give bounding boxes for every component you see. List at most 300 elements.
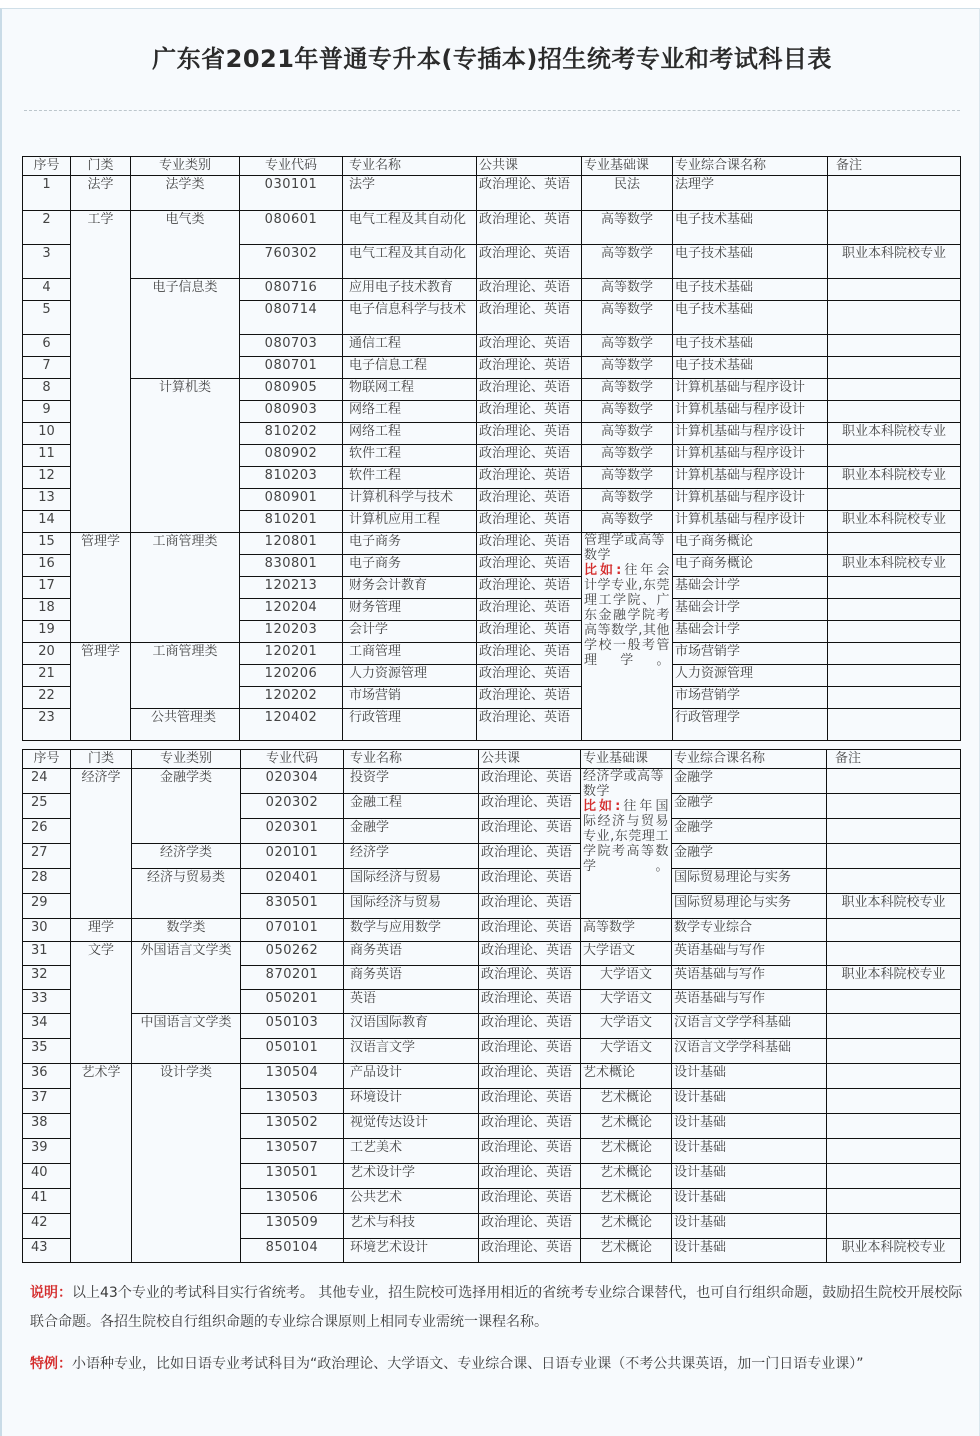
page-container — [0, 8, 980, 1436]
comprehensive-course: 电子商务概论 — [673, 533, 828, 555]
header-category: 门类 — [71, 750, 132, 769]
major-code: 020401 — [241, 869, 344, 894]
remark: 职业本科院校专业 — [828, 555, 961, 577]
public-course: 政治理论、英语 — [479, 990, 581, 1014]
row-number: 27 — [23, 844, 71, 869]
major-name: 电气工程及其自动化 — [343, 211, 477, 245]
public-course: 政治理论、英语 — [477, 211, 582, 245]
basic-course: 大学语文 — [581, 1014, 672, 1039]
basic-course-example — [584, 563, 670, 668]
major-code: 130507 — [241, 1139, 344, 1164]
row-number: 12 — [23, 467, 71, 489]
category-cell: 理学 — [71, 919, 132, 942]
remark — [827, 844, 961, 869]
major-code: 830501 — [241, 894, 344, 919]
row-number: 35 — [23, 1039, 71, 1064]
remark — [827, 1014, 961, 1039]
major-name: 计算机科学与技术 — [343, 489, 477, 511]
major-class-cell: 电子信息类 — [131, 279, 240, 379]
public-course: 政治理论、英语 — [477, 423, 582, 445]
subjects-table-2 — [22, 749, 961, 1263]
category-cell: 工学 — [71, 211, 131, 533]
remark — [828, 379, 961, 401]
header-name: 专业名称 — [343, 157, 477, 176]
basic-course: 艺术概论 — [581, 1139, 672, 1164]
major-code: 120213 — [240, 577, 343, 599]
row-number: 8 — [23, 379, 71, 401]
basic-course: 艺术概论 — [581, 1214, 672, 1239]
header-class: 专业类别 — [132, 750, 241, 769]
major-code: 050201 — [241, 990, 344, 1014]
major-name: 国际经济与贸易 — [344, 869, 479, 894]
basic-course: 大学语文 — [581, 942, 672, 966]
major-code: 130504 — [241, 1064, 344, 1089]
comprehensive-course: 计算机基础与程序设计 — [673, 445, 828, 467]
remark — [827, 1214, 961, 1239]
basic-course: 高等数学 — [582, 489, 673, 511]
comprehensive-course: 国际贸易理论与实务 — [672, 869, 827, 894]
major-name: 汉语言文学 — [344, 1039, 479, 1064]
major-name: 软件工程 — [343, 445, 477, 467]
major-code: 130502 — [241, 1114, 344, 1139]
table-header-row — [23, 157, 961, 176]
major-code: 810203 — [240, 467, 343, 489]
major-code: 080905 — [240, 379, 343, 401]
basic-course: 大学语文 — [581, 990, 672, 1014]
row-number: 7 — [23, 357, 71, 379]
remark — [828, 687, 961, 709]
major-name: 电子商务 — [343, 555, 477, 577]
remark — [827, 1114, 961, 1139]
major-name: 通信工程 — [343, 335, 477, 357]
basic-course: 艺术概论 — [581, 1189, 672, 1214]
comprehensive-course: 汉语言文学学科基础 — [672, 1039, 827, 1064]
major-name: 产品设计 — [344, 1064, 479, 1089]
row-number: 31 — [23, 942, 71, 966]
public-course: 政治理论、英语 — [479, 942, 581, 966]
public-course: 政治理论、英语 — [477, 467, 582, 489]
row-number: 11 — [23, 445, 71, 467]
basic-course: 高等数学 — [581, 919, 672, 942]
basic-course: 高等数学 — [582, 445, 673, 467]
row-number: 37 — [23, 1089, 71, 1114]
comprehensive-course: 设计基础 — [672, 1189, 827, 1214]
major-code: 810201 — [240, 511, 343, 533]
major-name: 网络工程 — [343, 401, 477, 423]
remark — [828, 533, 961, 555]
major-name: 金融学 — [344, 819, 479, 844]
row-number: 28 — [23, 869, 71, 894]
major-code: 050101 — [241, 1039, 344, 1064]
header-name: 专业名称 — [344, 750, 479, 769]
basic-course: 大学语文 — [581, 966, 672, 990]
major-code: 050103 — [241, 1014, 344, 1039]
remark — [827, 794, 961, 819]
major-class-cell: 金融学类 — [132, 769, 241, 844]
comprehensive-course: 电子商务概论 — [673, 555, 828, 577]
remark — [828, 599, 961, 621]
major-name: 环境艺术设计 — [344, 1239, 479, 1263]
row-number: 4 — [23, 279, 71, 301]
example-text: 往年会计学专业,东莞理工学院、广东金融学院考高等数学,其他学校一般考管理学。 — [584, 563, 670, 668]
public-course: 政治理论、英语 — [479, 1239, 581, 1263]
comprehensive-course: 基础会计学 — [673, 621, 828, 643]
major-name: 财务管理 — [343, 599, 477, 621]
example-label: 比如: — [583, 799, 621, 814]
major-class-cell: 外国语言文学类 — [132, 942, 241, 1014]
header-comprehensive: 专业综合课名称 — [672, 750, 827, 769]
major-name: 汉语国际教育 — [344, 1014, 479, 1039]
comprehensive-course: 计算机基础与程序设计 — [673, 423, 828, 445]
basic-course: 高等数学 — [582, 301, 673, 335]
major-name: 投资学 — [344, 769, 479, 794]
basic-course: 大学语文 — [581, 1039, 672, 1064]
major-code: 850104 — [241, 1239, 344, 1263]
remark — [828, 665, 961, 687]
major-class-cell: 设计学类 — [132, 1064, 241, 1263]
basic-course: 高等数学 — [582, 379, 673, 401]
major-name: 电气工程及其自动化 — [343, 245, 477, 279]
remark — [827, 990, 961, 1014]
public-course: 政治理论、英语 — [477, 445, 582, 467]
major-code: 120201 — [240, 643, 343, 665]
row-number: 22 — [23, 687, 71, 709]
comprehensive-course: 计算机基础与程序设计 — [673, 511, 828, 533]
header-no: 序号 — [23, 157, 71, 176]
row-number: 2 — [23, 211, 71, 245]
table-row — [23, 1064, 961, 1089]
comprehensive-course: 计算机基础与程序设计 — [673, 489, 828, 511]
basic-course: 高等数学 — [582, 423, 673, 445]
public-course: 政治理论、英语 — [477, 665, 582, 687]
row-number: 30 — [23, 919, 71, 942]
major-code: 130503 — [241, 1089, 344, 1114]
major-name: 经济学 — [344, 844, 479, 869]
comprehensive-course: 数学专业综合 — [672, 919, 827, 942]
major-name: 人力资源管理 — [343, 665, 477, 687]
public-course: 政治理论、英语 — [477, 245, 582, 279]
basic-course: 高等数学 — [582, 245, 673, 279]
major-code: 120202 — [240, 687, 343, 709]
public-course: 政治理论、英语 — [479, 1189, 581, 1214]
remark — [827, 1189, 961, 1214]
subjects-table-1 — [22, 156, 961, 741]
public-course: 政治理论、英语 — [477, 621, 582, 643]
public-course: 政治理论、英语 — [477, 511, 582, 533]
header-remark: 备注 — [828, 157, 961, 176]
major-name: 商务英语 — [344, 942, 479, 966]
header-comprehensive: 专业综合课名称 — [673, 157, 828, 176]
comprehensive-course: 设计基础 — [672, 1089, 827, 1114]
comprehensive-course: 金融学 — [672, 844, 827, 869]
major-name: 软件工程 — [343, 467, 477, 489]
major-code: 020301 — [241, 819, 344, 844]
public-course: 政治理论、英语 — [479, 794, 581, 819]
public-course: 政治理论、英语 — [477, 555, 582, 577]
remark — [828, 211, 961, 245]
remark — [828, 577, 961, 599]
major-name: 艺术设计学 — [344, 1164, 479, 1189]
public-course: 政治理论、英语 — [477, 643, 582, 665]
major-name: 财务会计教育 — [343, 577, 477, 599]
major-code: 050262 — [241, 942, 344, 966]
row-number: 32 — [23, 966, 71, 990]
header-code: 专业代码 — [240, 157, 343, 176]
comprehensive-course: 行政管理学 — [673, 709, 828, 741]
explanation-label: 说明： — [30, 1285, 72, 1301]
comprehensive-course: 法理学 — [673, 176, 828, 211]
basic-course: 艺术概论 — [581, 1239, 672, 1263]
row-number: 19 — [23, 621, 71, 643]
basic-course: 高等数学 — [582, 211, 673, 245]
header-class: 专业类别 — [131, 157, 240, 176]
major-class-cell: 工商管理类 — [131, 533, 240, 643]
public-course: 政治理论、英语 — [477, 709, 582, 741]
remark: 职业本科院校专业 — [828, 245, 961, 279]
header-code: 专业代码 — [241, 750, 344, 769]
major-class-cell: 经济学类 — [132, 844, 241, 869]
comprehensive-course: 国际贸易理论与实务 — [672, 894, 827, 919]
major-name: 公共艺术 — [344, 1189, 479, 1214]
public-course: 政治理论、英语 — [479, 894, 581, 919]
row-number: 41 — [23, 1189, 71, 1214]
major-code: 080901 — [240, 489, 343, 511]
comprehensive-course: 电子技术基础 — [673, 279, 828, 301]
remark — [828, 445, 961, 467]
remark — [828, 357, 961, 379]
major-name: 英语 — [344, 990, 479, 1014]
category-cell: 法学 — [71, 176, 131, 211]
row-number: 5 — [23, 301, 71, 335]
row-number: 36 — [23, 1064, 71, 1089]
major-class-cell: 法学类 — [131, 176, 240, 211]
row-number: 20 — [23, 643, 71, 665]
major-code: 870201 — [241, 966, 344, 990]
remark: 职业本科院校专业 — [827, 966, 961, 990]
public-course: 政治理论、英语 — [477, 687, 582, 709]
major-name: 商务英语 — [344, 966, 479, 990]
major-name: 法学 — [343, 176, 477, 211]
row-number: 42 — [23, 1214, 71, 1239]
row-number: 40 — [23, 1164, 71, 1189]
comprehensive-course: 电子技术基础 — [673, 245, 828, 279]
row-number: 9 — [23, 401, 71, 423]
major-code: 030101 — [240, 176, 343, 211]
basic-course-main: 经济学或高等数学 — [583, 769, 665, 799]
public-course: 政治理论、英语 — [477, 279, 582, 301]
row-number: 34 — [23, 1014, 71, 1039]
row-number: 38 — [23, 1114, 71, 1139]
public-course: 政治理论、英语 — [479, 966, 581, 990]
public-course: 政治理论、英语 — [479, 1039, 581, 1064]
major-code: 080716 — [240, 279, 343, 301]
remark — [828, 301, 961, 335]
row-number: 3 — [23, 245, 71, 279]
major-code: 120801 — [240, 533, 343, 555]
remark — [827, 1064, 961, 1089]
comprehensive-course: 计算机基础与程序设计 — [673, 401, 828, 423]
row-number: 23 — [23, 709, 71, 741]
comprehensive-course: 英语基础与写作 — [672, 942, 827, 966]
major-code: 080714 — [240, 301, 343, 335]
public-course: 政治理论、英语 — [479, 1214, 581, 1239]
public-course: 政治理论、英语 — [477, 379, 582, 401]
major-class-cell: 数学类 — [132, 919, 241, 942]
remark — [827, 1164, 961, 1189]
table-row — [23, 919, 961, 942]
row-number: 6 — [23, 335, 71, 357]
remark — [828, 176, 961, 211]
public-course: 政治理论、英语 — [479, 1014, 581, 1039]
row-number: 14 — [23, 511, 71, 533]
remark — [827, 1139, 961, 1164]
comprehensive-course: 基础会计学 — [673, 577, 828, 599]
major-code: 080903 — [240, 401, 343, 423]
major-code: 080701 — [240, 357, 343, 379]
major-code: 130509 — [241, 1214, 344, 1239]
major-name: 会计学 — [343, 621, 477, 643]
major-name: 金融工程 — [344, 794, 479, 819]
dotted-divider — [24, 110, 960, 111]
major-code: 020101 — [241, 844, 344, 869]
major-code: 080601 — [240, 211, 343, 245]
public-course: 政治理论、英语 — [477, 301, 582, 335]
header-category: 门类 — [71, 157, 131, 176]
comprehensive-course: 设计基础 — [672, 1239, 827, 1263]
major-name: 国际经济与贸易 — [344, 894, 479, 919]
basic-course: 民法 — [582, 176, 673, 211]
basic-course: 高等数学 — [582, 279, 673, 301]
comprehensive-course: 电子技术基础 — [673, 335, 828, 357]
public-course: 政治理论、英语 — [479, 1064, 581, 1089]
remark — [827, 1039, 961, 1064]
major-name: 行政管理 — [343, 709, 477, 741]
public-course: 政治理论、英语 — [477, 401, 582, 423]
row-number: 1 — [23, 176, 71, 211]
major-class-cell: 经济与贸易类 — [132, 869, 241, 919]
remark — [828, 643, 961, 665]
public-course: 政治理论、英语 — [479, 919, 581, 942]
comprehensive-course: 电子技术基础 — [673, 211, 828, 245]
major-name: 电子商务 — [343, 533, 477, 555]
row-number: 21 — [23, 665, 71, 687]
basic-course: 高等数学 — [582, 401, 673, 423]
basic-course-example — [583, 799, 669, 874]
public-course: 政治理论、英语 — [479, 769, 581, 794]
remark — [827, 942, 961, 966]
comprehensive-course: 人力资源管理 — [673, 665, 828, 687]
major-code: 810202 — [240, 423, 343, 445]
basic-course: 艺术概论 — [581, 1164, 672, 1189]
remark: 职业本科院校专业 — [827, 1239, 961, 1263]
major-code: 830801 — [240, 555, 343, 577]
major-name: 工商管理 — [343, 643, 477, 665]
comprehensive-course: 设计基础 — [672, 1164, 827, 1189]
public-course: 政治理论、英语 — [477, 176, 582, 211]
header-public: 公共课 — [477, 157, 582, 176]
comprehensive-course: 计算机基础与程序设计 — [673, 467, 828, 489]
major-name: 工艺美术 — [344, 1139, 479, 1164]
basic-course: 艺术概论 — [581, 1114, 672, 1139]
row-number: 17 — [23, 577, 71, 599]
major-code: 120402 — [240, 709, 343, 741]
example-text: 往年国际经济与贸易专业,东莞理工学院考高等数学。 — [583, 799, 669, 874]
basic-course-merged — [581, 769, 672, 919]
major-code: 120206 — [240, 665, 343, 687]
explanation-text: 以上43个专业的考试科目实行省统考。 其他专业，招生院校可选择用相近的省统考专业综合课替代，也可自行组织命题，鼓励招生院校开展校际联合命题。各招生院校自行组织命题的专业综合课原则上相同专业需统一课程名称。 — [30, 1285, 963, 1330]
table-row — [23, 844, 961, 869]
row-number: 13 — [23, 489, 71, 511]
comprehensive-course: 金融学 — [672, 794, 827, 819]
remark — [828, 279, 961, 301]
public-course: 政治理论、英语 — [477, 335, 582, 357]
comprehensive-course: 设计基础 — [672, 1214, 827, 1239]
row-number: 18 — [23, 599, 71, 621]
basic-course-merged — [582, 533, 673, 741]
public-course: 政治理论、英语 — [479, 1164, 581, 1189]
row-number: 43 — [23, 1239, 71, 1263]
remark: 职业本科院校专业 — [828, 467, 961, 489]
major-name: 市场营销 — [343, 687, 477, 709]
major-class-cell: 计算机类 — [131, 379, 240, 533]
remark: 职业本科院校专业 — [828, 511, 961, 533]
major-code: 120204 — [240, 599, 343, 621]
major-class-cell: 公共管理类 — [131, 709, 240, 741]
remark — [827, 819, 961, 844]
public-course: 政治理论、英语 — [479, 844, 581, 869]
public-course: 政治理论、英语 — [477, 533, 582, 555]
comprehensive-course: 市场营销学 — [673, 643, 828, 665]
basic-course: 艺术概论 — [581, 1089, 672, 1114]
major-name: 电子信息科学与技术 — [343, 301, 477, 335]
table-row — [23, 211, 961, 245]
comprehensive-course: 英语基础与写作 — [672, 990, 827, 1014]
row-number: 10 — [23, 423, 71, 445]
major-name: 计算机应用工程 — [343, 511, 477, 533]
major-code: 070101 — [241, 919, 344, 942]
comprehensive-course: 设计基础 — [672, 1114, 827, 1139]
table-row — [23, 869, 961, 894]
public-course: 政治理论、英语 — [479, 869, 581, 894]
table-row — [23, 942, 961, 966]
table-row — [23, 643, 961, 665]
table-row — [23, 379, 961, 401]
basic-course: 高等数学 — [582, 467, 673, 489]
major-code: 130506 — [241, 1189, 344, 1214]
row-number: 24 — [23, 769, 71, 794]
basic-course-main: 管理学或高等数学 — [584, 533, 666, 563]
basic-course: 高等数学 — [582, 335, 673, 357]
comprehensive-course: 设计基础 — [672, 1139, 827, 1164]
row-number: 25 — [23, 794, 71, 819]
major-name: 应用电子技术教育 — [343, 279, 477, 301]
category-cell: 文学 — [71, 942, 132, 1064]
comprehensive-course: 汉语言文学学科基础 — [672, 1014, 827, 1039]
category-cell: 管理学 — [71, 643, 131, 741]
major-code: 020302 — [241, 794, 344, 819]
public-course: 政治理论、英语 — [479, 819, 581, 844]
major-name: 艺术与科技 — [344, 1214, 479, 1239]
remark — [828, 709, 961, 741]
header-basic: 专业基础课 — [582, 157, 673, 176]
public-course: 政治理论、英语 — [477, 357, 582, 379]
major-code: 080902 — [240, 445, 343, 467]
major-name: 数学与应用数学 — [344, 919, 479, 942]
special-case-label: 特例： — [30, 1356, 72, 1372]
remark — [827, 1089, 961, 1114]
header-public: 公共课 — [479, 750, 581, 769]
comprehensive-course: 金融学 — [672, 769, 827, 794]
